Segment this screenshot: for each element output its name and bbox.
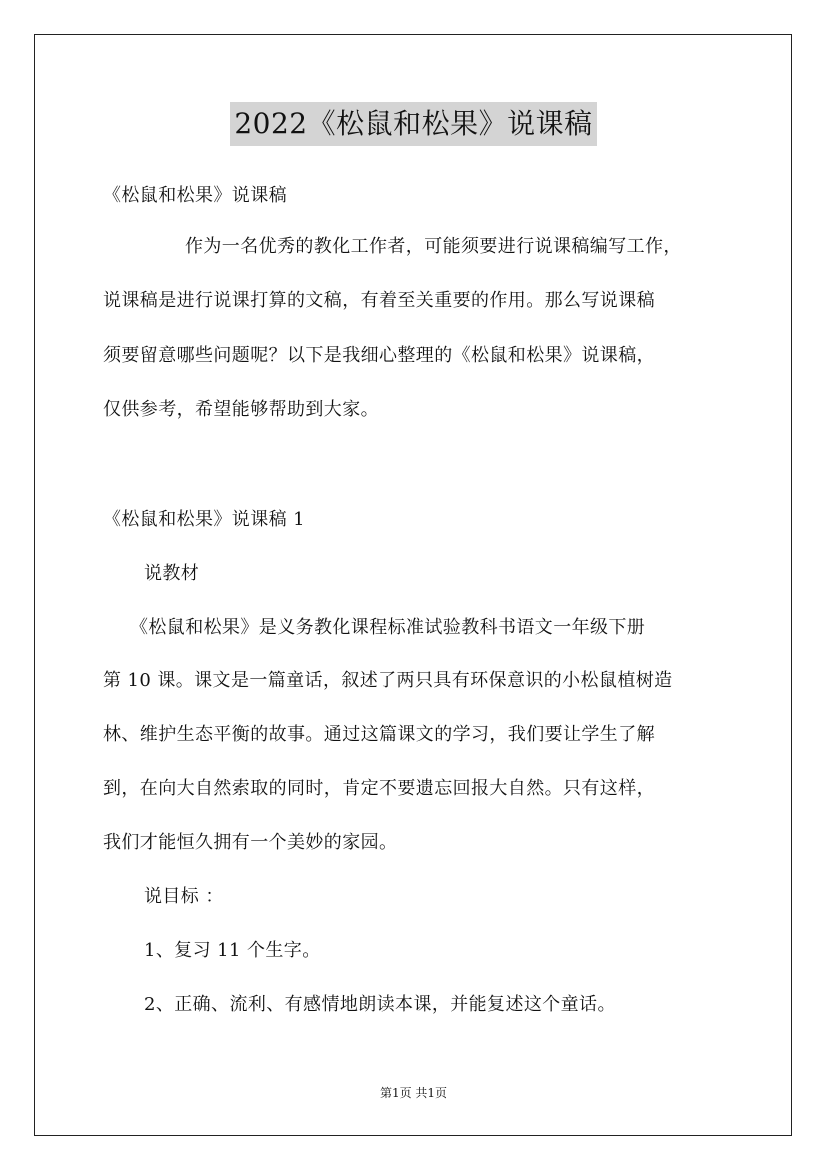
goal-item: 2、正确、流利、有感情地朗读本课，并能复述这个童话。 — [144, 994, 616, 1015]
body-line: 我们才能恒久拥有一个美妙的家园。 — [103, 832, 398, 853]
goals-heading: 说目标 ： — [144, 886, 224, 907]
section-title: 《松鼠和松果》说课稿 1 — [103, 509, 305, 530]
body-line: 第 10 课。课文是一篇童话，叙述了两只具有环保意识的小松鼠植树造 — [103, 670, 673, 691]
body-line: 《松鼠和松果》是义务教化课程标准试验教科书语文一年级下册 — [130, 617, 646, 638]
body-line: 林、维护生态平衡的故事。通过这篇课文的学习，我们要让学生了解 — [103, 724, 655, 745]
body-line: 到，在向大自然索取的同时，肯定不要遗忘回报大自然。只有这样， — [103, 778, 655, 799]
page-footer: 第1页 共1页 — [379, 1086, 448, 1100]
title-block — [0, 102, 827, 146]
subtitle: 《松鼠和松果》说课稿 — [103, 185, 287, 206]
intro-line: 说课稿是进行说课打算的文稿，有着至关重要的作用。那么写说课稿 — [103, 290, 655, 311]
goal-item: 1、复习 11 个生字。 — [144, 940, 321, 961]
document-title: 2022《松鼠和松果》说课稿 — [230, 102, 596, 146]
intro-line: 作为一名优秀的教化工作者，可能须要进行说课稿编写工作， — [185, 236, 682, 257]
section-heading: 说教材 — [144, 563, 200, 584]
intro-line: 仅供参考，希望能够帮助到大家。 — [103, 399, 379, 420]
intro-line: 须要留意哪些问题呢？以下是我细心整理的《松鼠和松果》说课稿， — [103, 345, 655, 366]
